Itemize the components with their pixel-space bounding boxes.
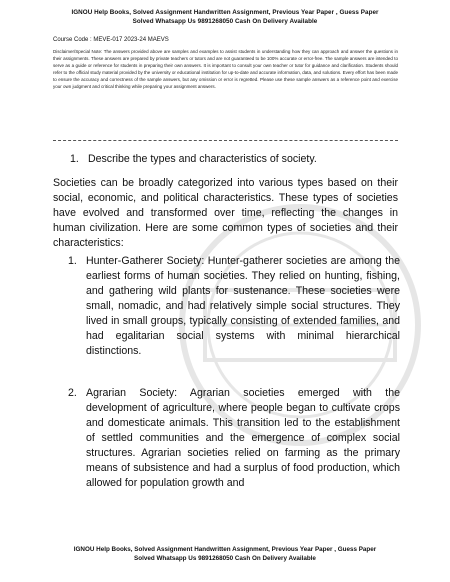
intro-paragraph: Societies can be broadly categorized into various types based on their social, economic, and political characteristics. These types of societies have evolved and transformed over time, reflecting the changes in human civilization. Here are some common types of societies and their characteristics: [53, 177, 398, 249]
list-item [68, 254, 400, 359]
footer-line-2: Solved Whatsapp Us 9891268050 Cash On Delivery Available [134, 555, 316, 562]
page-header [40, 8, 410, 26]
footer-line-1: IGNOU Help Books, Solved Assignment Handwritten Assignment, Previous Year Paper , Guess Paper [73, 546, 377, 553]
question-heading [70, 152, 400, 167]
question-text: Describe the types and characteristics of society. [87, 153, 317, 165]
list-item-number: 1. [68, 255, 77, 267]
page-footer [40, 545, 410, 563]
list-item-number: 2. [68, 387, 77, 399]
section-divider [53, 140, 398, 141]
header-line-1: IGNOU Help Books, Solved Assignment Handwritten Assignment, Previous Year Paper , Guess Paper [71, 9, 379, 16]
header-line-2: Solved Whatsapp Us 9891268050 Cash On Delivery Available [132, 18, 318, 25]
course-code: Course Code : MEVE-017 2023-24 MAEVS [53, 37, 169, 43]
list-item-text: Agrarian Society: Agrarian societies emerged with the development of agriculture, where people began to cultivate crops and domesticate animals. This transition led to the establishment of settled communities and the emergence of complex social structures. Agrarian societies relied on farming as the primary means of subsistence and had a surplus of food production, which allowed for population growth and [86, 387, 400, 489]
question-number: 1. [70, 153, 79, 165]
list-item [68, 386, 400, 491]
list-item-text: Hunter-Gatherer Society: Hunter-gatherer societies are among the earliest forms of human societies. They relied on hunting, fishing, and gathering wild plants for sustenance. These societies were small, nomadic, and had relatively simple social structures. They lived in small groups, typically consisting of extended families, and had egalitarian social systems with minimal hierarchical distinctions. [86, 255, 400, 357]
disclaimer-note: Disclaimer/Special Note: The answers provided above are samples and examples to assist students in understanding how they can approach and answer the questions in their assignments. These answers are prepared by private teachers or tutors and are not guaranteed to be 100% accurate or error-free. The sample answers are intended to serve as a guide or reference for students in preparing their own answers. It is important to consult your own teacher or tutor for guidance and clarification. Students should refer to the official study material provided by the university or educational institution for up-to-date and accurate information, data, and solutions. Every effort has been made to ensure the accuracy and correctness of the sample answers, but any omission or error is regretted. Please use these sample answers as a reference point and exercise your own judgment and critical thinking while preparing your assignment answers. [53, 49, 398, 89]
